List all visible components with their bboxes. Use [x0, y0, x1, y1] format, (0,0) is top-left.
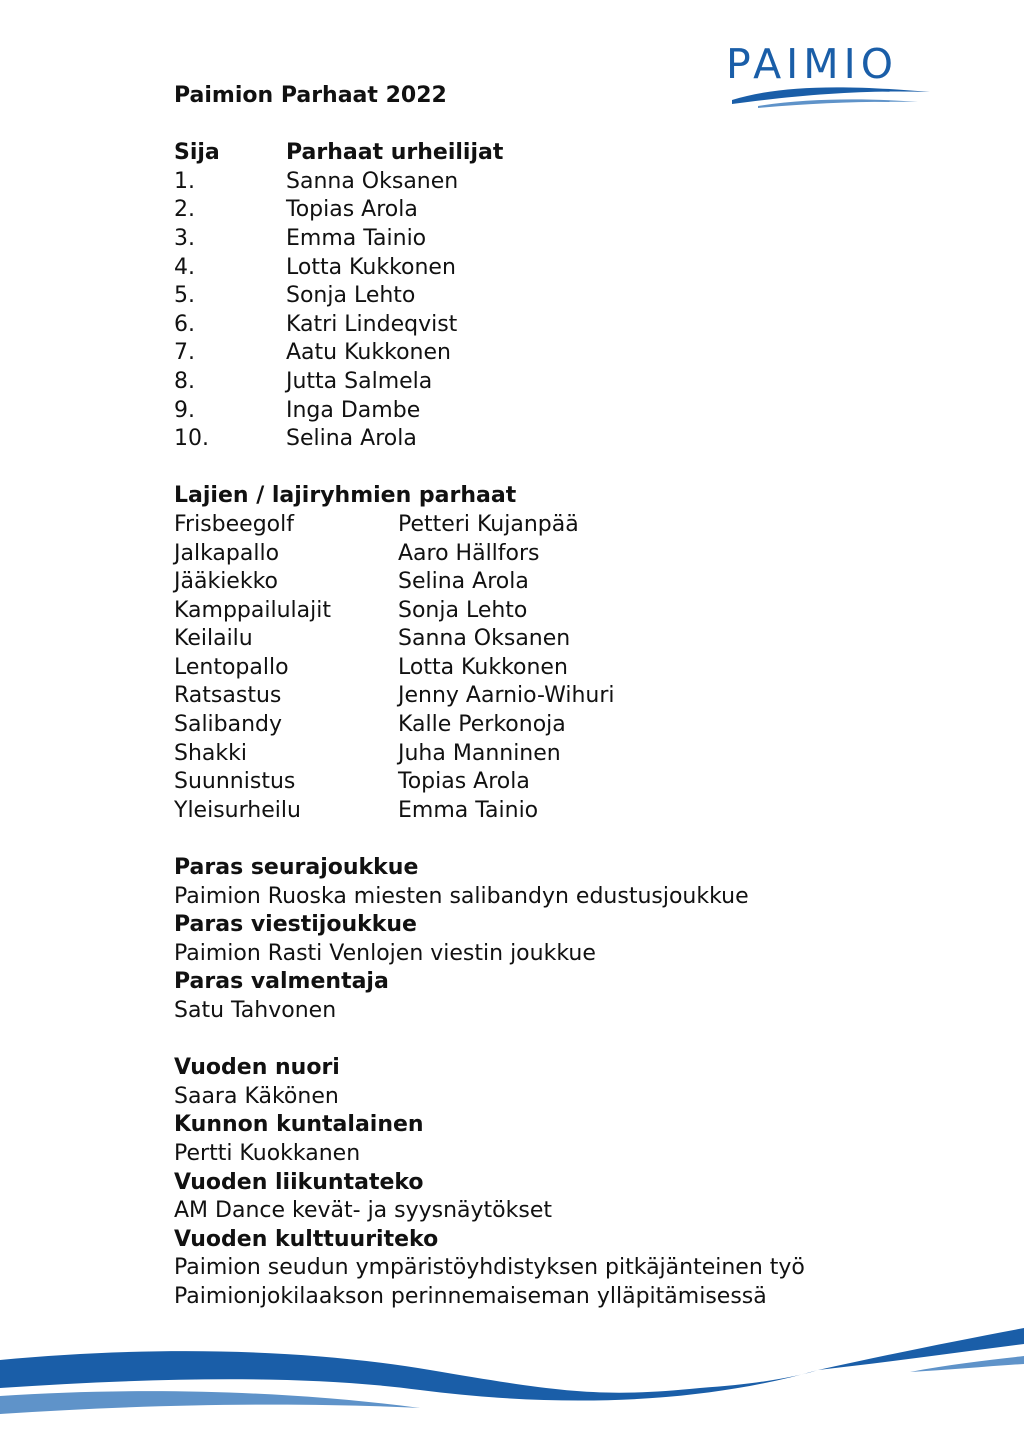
award-winner: Paimion Rasti Venlojen viestin joukkue: [174, 940, 596, 966]
award-winner: Paimionjokilaakson perinnemaiseman ylläpitämisessä: [174, 1283, 767, 1309]
athlete-name: Sanna Oksanen: [286, 168, 459, 194]
athlete-row: [174, 168, 934, 197]
athlete-name: Emma Tainio: [286, 225, 427, 251]
sport-winner: Kalle Perkonoja: [398, 712, 566, 738]
sport-winner: Juha Manninen: [398, 740, 561, 766]
athlete-name: Katri Lindeqvist: [286, 311, 458, 337]
athlete-row: [174, 196, 934, 225]
athlete-rank: 10.: [174, 426, 209, 452]
sport-name: Lentopallo: [174, 654, 289, 680]
sport-winner: Aaro Hällfors: [398, 540, 540, 566]
athlete-name: Lotta Kukkonen: [286, 254, 456, 280]
athlete-name: Inga Dambe: [286, 397, 421, 423]
sport-name: Yleisurheilu: [174, 797, 301, 823]
sport-name: Jääkiekko: [174, 569, 278, 595]
athlete-row: [174, 368, 934, 397]
document-title: Paimion Parhaat 2022: [174, 83, 447, 108]
award-heading: Paras viestijoukkue: [174, 912, 417, 938]
award-winner: AM Dance kevät- ja syysnäytökset: [174, 1198, 553, 1224]
sport-row: [174, 625, 934, 654]
athlete-row: [174, 282, 934, 311]
athletes-header: [174, 139, 934, 168]
sport-row: [174, 682, 934, 711]
athlete-row: [174, 311, 934, 340]
sports-heading: Lajien / lajiryhmien parhaat: [174, 483, 517, 509]
sport-name: Ratsastus: [174, 683, 282, 709]
athlete-row: [174, 397, 934, 426]
athlete-rank: 3.: [174, 225, 195, 251]
athlete-row: [174, 339, 934, 368]
sport-winner: Lotta Kukkonen: [398, 654, 568, 680]
athlete-name: Sonja Lehto: [286, 283, 416, 309]
sport-name: Frisbeegolf: [174, 511, 294, 537]
sport-row: [174, 768, 934, 797]
sport-name: Kamppailulajit: [174, 597, 331, 623]
sport-winner: Sanna Oksanen: [398, 626, 571, 652]
athlete-rank: 7.: [174, 340, 195, 366]
team-awards: [174, 854, 934, 1026]
athlete-rank: 1.: [174, 168, 195, 194]
athlete-row: [174, 425, 934, 454]
sport-row: [174, 511, 934, 540]
award-winner: Paimion seudun ympäristöyhdistyksen pitkäjänteinen työ: [174, 1255, 805, 1281]
athletes-list: [174, 168, 934, 454]
athlete-rank: 9.: [174, 397, 195, 423]
sport-row: [174, 654, 934, 683]
sport-winner: Sonja Lehto: [398, 597, 528, 623]
athlete-rank: 8.: [174, 368, 195, 394]
athlete-name: Selina Arola: [286, 426, 417, 452]
logo-wordmark: PAIMIO: [726, 40, 898, 88]
award-winner: Paimion Ruoska miesten salibandyn edustusjoukkue: [174, 883, 749, 909]
special-awards: [174, 1054, 934, 1311]
sport-row: [174, 711, 934, 740]
sport-winner: Emma Tainio: [398, 797, 539, 823]
award-heading: Vuoden nuori: [174, 1055, 340, 1081]
sport-name: Shakki: [174, 740, 247, 766]
award-winner: Saara Käkönen: [174, 1083, 339, 1109]
athlete-name: Topias Arola: [286, 197, 418, 223]
sport-winner: Selina Arola: [398, 569, 529, 595]
athlete-rank: 2.: [174, 197, 195, 223]
award-heading: Vuoden kulttuuriteko: [174, 1226, 439, 1252]
athlete-row: [174, 254, 934, 283]
award-heading: Kunnon kuntalainen: [174, 1112, 424, 1138]
sport-name: Jalkapallo: [174, 540, 280, 566]
sport-winner: Petteri Kujanpää: [398, 511, 579, 537]
award-heading: Paras seurajoukkue: [174, 855, 419, 881]
athlete-name: Aatu Kukkonen: [286, 340, 451, 366]
award-heading: Paras valmentaja: [174, 969, 389, 995]
athlete-rank: 6.: [174, 311, 195, 337]
sport-row: [174, 540, 934, 569]
sport-row: [174, 597, 934, 626]
sport-name: Keilailu: [174, 626, 253, 652]
document-body: [174, 82, 934, 1312]
bottom-wave-decoration: [0, 1318, 1024, 1448]
sports-list: [174, 511, 934, 826]
athlete-rank: 5.: [174, 283, 195, 309]
award-heading: Vuoden liikuntateko: [174, 1169, 424, 1195]
award-winner: Pertti Kuokkanen: [174, 1140, 361, 1166]
sport-row: [174, 740, 934, 769]
sport-name: Suunnistus: [174, 769, 296, 795]
sport-name: Salibandy: [174, 712, 283, 738]
rank-column-header: Sija: [174, 140, 220, 166]
athlete-rank: 4.: [174, 254, 195, 280]
award-winner: Satu Tahvonen: [174, 998, 337, 1023]
sport-winner: Topias Arola: [398, 769, 530, 795]
athlete-row: [174, 225, 934, 254]
sport-row: [174, 797, 934, 826]
name-column-header: Parhaat urheilijat: [286, 140, 504, 166]
athlete-name: Jutta Salmela: [286, 368, 433, 394]
sport-row: [174, 568, 934, 597]
sport-winner: Jenny Aarnio-Wihuri: [398, 683, 615, 709]
